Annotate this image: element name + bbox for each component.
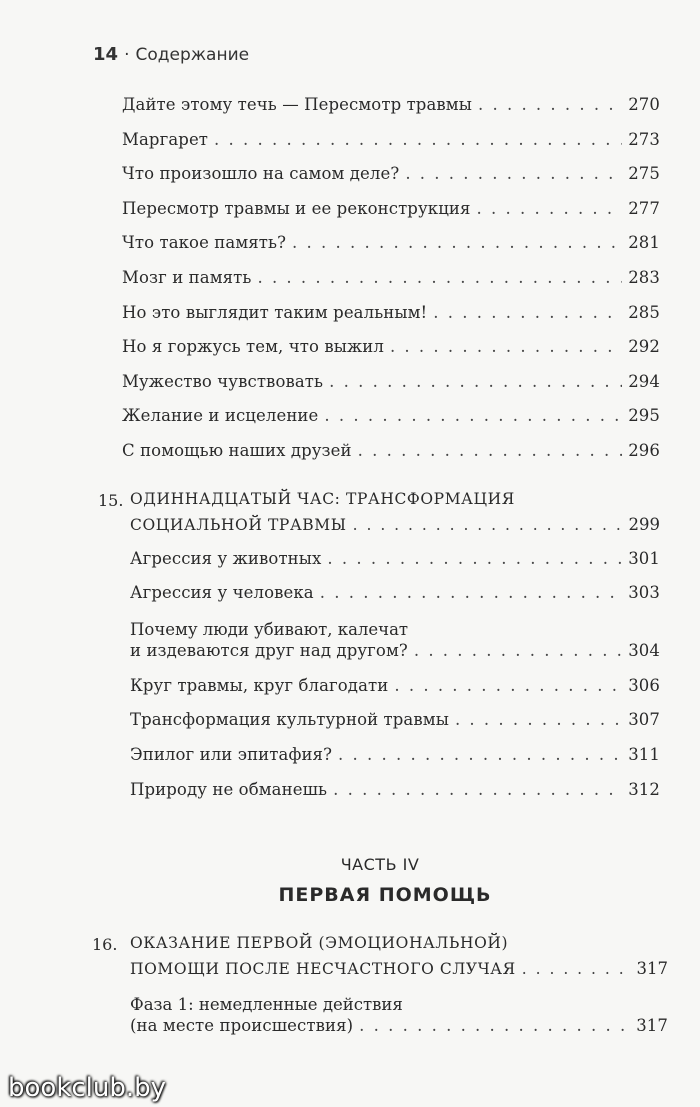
toc-entry [122, 95, 660, 114]
toc-entry-title-line1: Почему люди убивают, калечат [130, 620, 409, 639]
toc-entry [130, 583, 660, 602]
toc-entry-page: 296 [628, 441, 660, 460]
chapter-title-line2 [130, 959, 668, 978]
toc-entry-page: 292 [628, 337, 660, 356]
dot-leader [353, 516, 623, 534]
site-watermark: bookclub.by [8, 1073, 167, 1103]
dot-leader [320, 583, 622, 602]
dot-leader [390, 337, 622, 356]
toc-entry-page: 295 [628, 406, 660, 425]
toc-entry-title: Что произошло на самом деле? [122, 164, 400, 183]
dot-leader [333, 780, 622, 799]
toc-entry-page: 306 [628, 676, 660, 695]
toc-entry-page: 281 [628, 233, 660, 252]
dot-leader [477, 199, 623, 218]
toc-entry-title: Дайте этому течь — Пересмотр травмы [122, 95, 472, 114]
toc-entry-title: Что такое память? [122, 233, 287, 252]
toc-entry [122, 164, 660, 183]
chapter-title-line2 [130, 515, 660, 534]
dot-leader [359, 1016, 630, 1035]
toc-entry-page: 299 [628, 515, 660, 534]
page-number: 14 [93, 44, 119, 65]
toc-entry [122, 406, 660, 425]
toc-entry-title-line1: Фаза 1: немедленные действия [130, 995, 403, 1014]
toc-entry-page: 312 [628, 780, 660, 799]
dot-leader [358, 441, 623, 460]
toc-entry-title: Эпилог или эпитафия? [130, 745, 333, 764]
toc-entry-title: СОЦИАЛЬНОЙ ТРАВМЫ [130, 516, 347, 534]
toc-entry-title: (на месте происшествия) [130, 1016, 354, 1035]
toc-entry-title: С помощью наших друзей [122, 441, 352, 460]
toc-entry [130, 710, 660, 729]
chapter-title-line1: ОКАЗАНИЕ ПЕРВОЙ (ЭМОЦИОНАЛЬНОЙ) [130, 934, 509, 952]
toc-entry-title: Круг травмы, круг благодати [130, 676, 389, 695]
dot-leader [394, 676, 622, 695]
toc-entry [122, 303, 660, 322]
dot-leader [214, 130, 622, 149]
toc-entry-title: Пересмотр травмы и ее реконструкция [122, 199, 471, 218]
toc-entry-page: 294 [628, 372, 660, 391]
toc-entry-title: Но это выглядит таким реальным! [122, 303, 428, 322]
toc-entry-title: Желание и исцеление [122, 406, 319, 425]
part-label: ЧАСТЬ IV [340, 855, 420, 874]
dot-leader [327, 549, 622, 568]
toc-entry-page: 275 [628, 164, 660, 183]
dot-leader [478, 95, 622, 114]
toc-entry [122, 337, 660, 356]
toc-entry-title: и издеваются друг над другом? [130, 641, 408, 660]
toc-entry-page: 311 [628, 745, 660, 764]
toc-entry [122, 199, 660, 218]
toc-entry-title: Мозг и память [122, 268, 252, 287]
header-section: Содержание [135, 45, 250, 65]
toc-entry-page: 283 [628, 268, 660, 287]
toc-entry-title: Мужество чувствовать [122, 372, 324, 391]
toc-entry [130, 745, 660, 764]
dot-leader [324, 406, 622, 425]
dot-leader [433, 303, 622, 322]
toc-entry-page: 277 [628, 199, 660, 218]
running-header [93, 44, 249, 65]
chapter-number: 15. [98, 491, 124, 510]
toc-entry-page: 317 [636, 1016, 668, 1035]
chapter-title-line1: ОДИННАДЦАТЫЙ ЧАС: ТРАНСФОРМАЦИЯ [130, 490, 515, 508]
toc-entry-page: 301 [628, 549, 660, 568]
dot-leader [405, 164, 622, 183]
toc-entry-page: 304 [628, 641, 660, 660]
toc-entry-page: 270 [628, 95, 660, 114]
toc-entry-title: Но я горжусь тем, что выжил [122, 337, 384, 356]
dot-leader [414, 641, 622, 660]
toc-entry [122, 441, 660, 460]
toc-entry [122, 268, 660, 287]
toc-entry [130, 549, 660, 568]
toc-entry [130, 641, 660, 660]
toc-entry [122, 372, 660, 391]
toc-entry-title: ПОМОЩИ ПОСЛЕ НЕСЧАСТНОГО СЛУЧАЯ [130, 960, 516, 978]
part-title: ПЕРВАЯ ПОМОЩЬ [278, 884, 492, 906]
toc-entry-title: Агрессия у человека [130, 583, 314, 602]
toc-entry [130, 676, 660, 695]
dot-leader [257, 268, 622, 287]
dot-leader [455, 710, 622, 729]
chapter-number: 16. [92, 935, 118, 954]
header-separator: · [124, 45, 130, 65]
toc-entry-page: 303 [628, 583, 660, 602]
toc-entry-title: Трансформация культурной травмы [130, 710, 449, 729]
toc-entry [130, 1016, 668, 1035]
dot-leader [292, 233, 622, 252]
toc-entry-title: Природу не обманешь [130, 780, 328, 799]
toc-entry-page: 273 [628, 130, 660, 149]
toc-entry-title: Агрессия у животных [130, 549, 322, 568]
toc-entry [122, 233, 660, 252]
toc-entry [130, 780, 660, 799]
toc-entry-title: Маргарет [122, 130, 209, 149]
toc-entry-page: 285 [628, 303, 660, 322]
dot-leader [522, 960, 631, 978]
toc-entry-page: 317 [636, 959, 668, 978]
toc-entry-page: 307 [628, 710, 660, 729]
dot-leader [329, 372, 622, 391]
dot-leader [338, 745, 622, 764]
toc-entry [122, 130, 660, 149]
